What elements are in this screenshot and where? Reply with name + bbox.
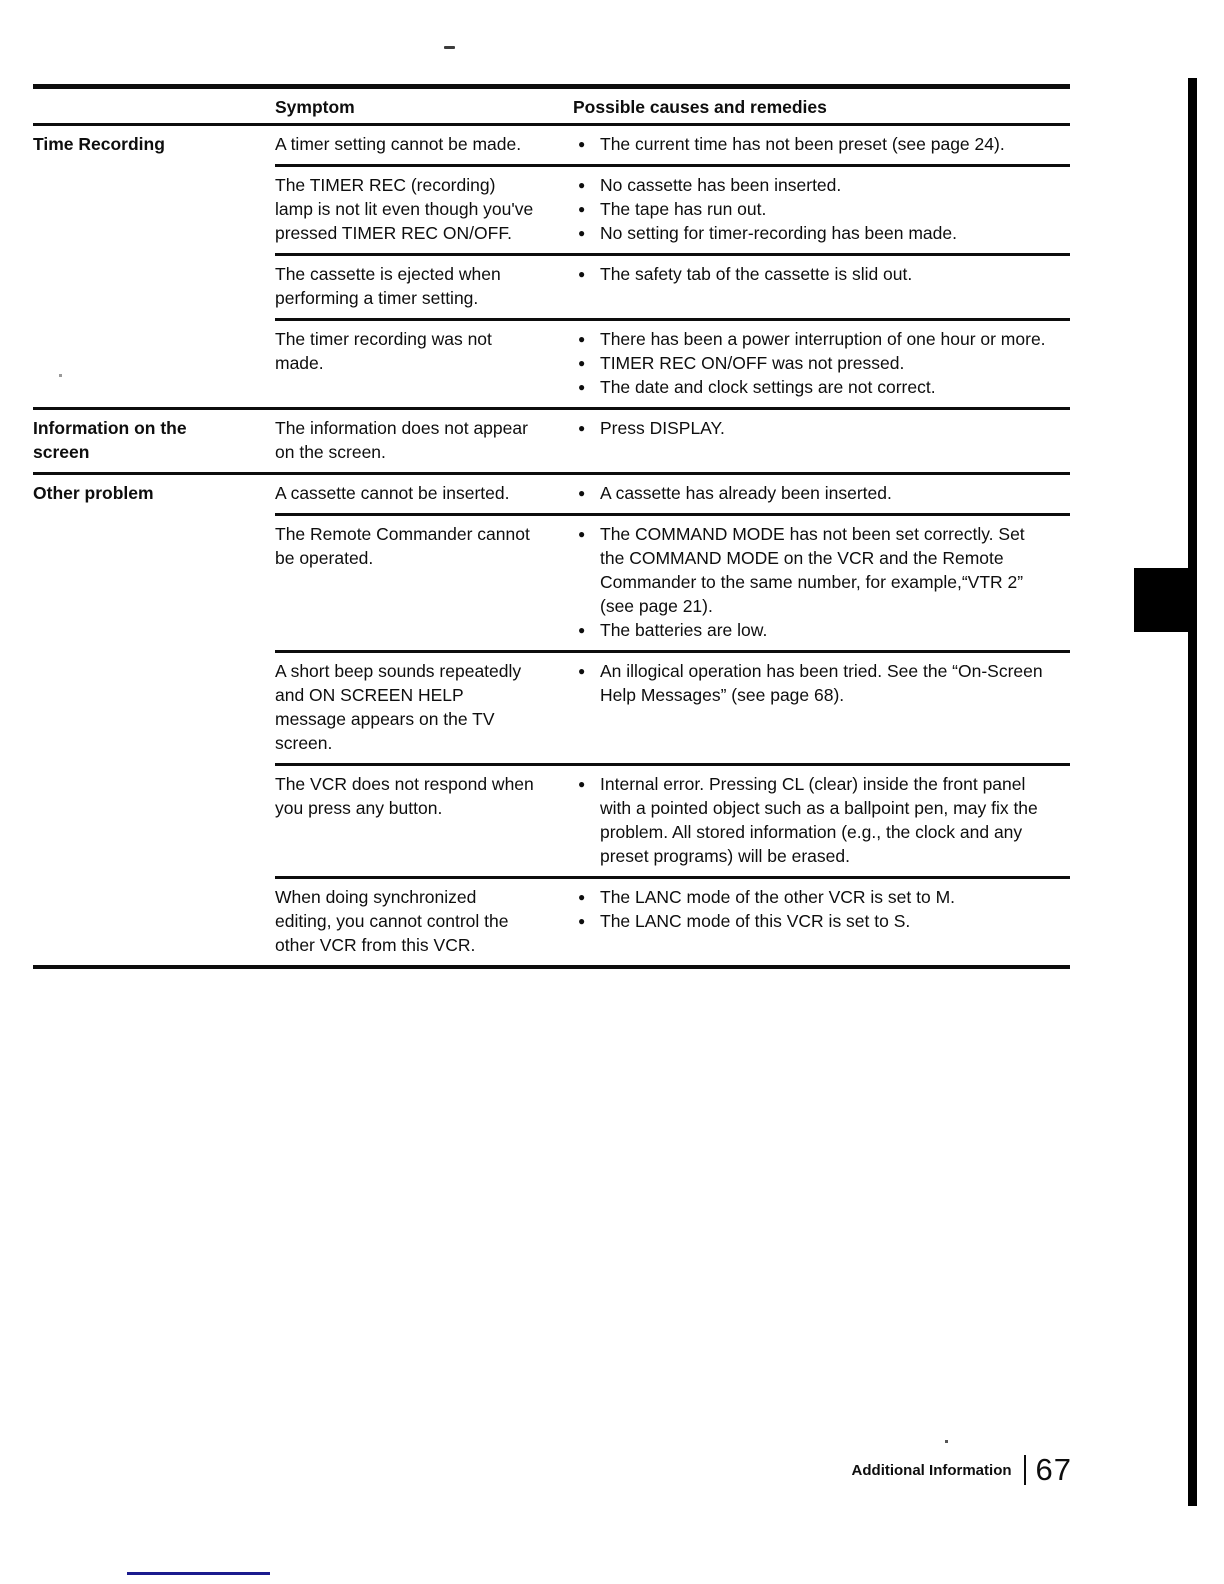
table-bottom-rule [33,965,1070,969]
col-header-symptom: Symptom [275,97,355,117]
symptom-text: The cassette is ejected when performing a timer setting. [275,264,501,308]
cause-item [578,262,1070,286]
table-row [33,126,1070,164]
cause-item [578,416,1070,440]
cause-text: The LANC mode of the other VCR is set to M. [600,887,956,907]
bottom-accent-line [127,1572,270,1575]
cause-item [578,351,1070,375]
bullet-icon: ● [578,890,586,904]
cause-text: The current time has not been preset (see page 24). [600,134,1005,154]
cause-text: A cassette has already been inserted. [600,483,892,503]
symptom-cell [275,321,573,407]
symptom-text: The VCR does not respond when you press any button. [275,774,534,818]
category-cell [33,879,275,965]
table-row [33,321,1070,407]
causes-cell [573,410,1070,472]
table-row [33,256,1070,318]
symptom-text: A cassette cannot be inserted. [275,483,510,503]
table-header-row [33,84,1070,126]
symptom-cell [275,879,573,965]
symptom-text: The TIMER REC (recording) lamp is not lit even though you've pressed TIMER REC ON/OFF. [275,175,534,243]
cause-item [578,481,1070,505]
bullet-icon: ● [578,356,586,370]
cause-text: TIMER REC ON/OFF was not pressed. [600,353,905,373]
category-cell [33,256,275,318]
cause-text: Press DISPLAY. [600,418,725,438]
table-row [33,516,1070,650]
table-row [33,879,1070,965]
bullet-icon: ● [578,777,586,791]
cause-item [578,173,1070,197]
cause-item [578,221,1070,245]
bullet-icon: ● [578,527,586,541]
bullet-icon: ● [578,202,586,216]
bullet-icon: ● [578,380,586,394]
footer-section-label: Additional Information [851,1461,1012,1479]
cause-item [578,659,1070,707]
cause-item [578,522,1070,618]
cause-item [578,909,1070,933]
causes-cell [573,256,1070,318]
bullet-icon: ● [578,178,586,192]
symptom-cell [275,653,573,763]
cause-text: The safety tab of the cassette is slid out. [600,264,913,284]
causes-cell [573,766,1070,876]
cause-item [578,772,1070,868]
symptom-cell [275,256,573,318]
symptom-cell [275,766,573,876]
cause-item [578,885,1070,909]
causes-cell [573,321,1070,407]
col-header-category [33,89,275,123]
table-row [33,410,1070,472]
section-tab-marker [1134,568,1190,632]
bullet-icon: ● [578,664,586,678]
cause-item [578,327,1070,351]
symptom-text: A short beep sounds repeatedly and ON SCREEN HELP message appears on the TV screen. [275,661,522,753]
cause-text: The tape has run out. [600,199,767,219]
causes-cell [573,167,1070,253]
causes-cell [573,516,1070,650]
symptom-cell [275,516,573,650]
causes-cell [573,126,1070,164]
category-label: Time Recording [33,134,165,154]
troubleshooting-table [33,84,1070,969]
cause-text: The batteries are low. [600,620,768,640]
bullet-icon: ● [578,267,586,281]
scan-artifact-dash [444,46,455,49]
table-row [33,653,1070,763]
cause-text: An illogical operation has been tried. See the “On-Screen Help Messages” (see page 68). [600,661,1043,705]
page-footer [852,1452,1072,1488]
footer-page-number: 67 [1035,1452,1072,1487]
category-cell [33,321,275,407]
cause-text: The LANC mode of this VCR is set to S. [600,911,911,931]
category-cell [33,126,275,164]
cause-text: No setting for timer-recording has been made. [600,223,957,243]
symptom-text: When doing synchronized editing, you cannot control the other VCR from this VCR. [275,887,509,955]
bullet-icon: ● [578,332,586,346]
symptom-text: A timer setting cannot be made. [275,134,522,154]
category-label: Information on the screen [33,418,187,462]
symptom-text: The Remote Commander cannot be operated. [275,524,530,568]
table-row [33,167,1070,253]
col-header-causes: Possible causes and remedies [573,97,827,117]
cause-item [578,132,1070,156]
category-cell [33,167,275,253]
table-row [33,475,1070,513]
table-body [33,126,1070,965]
causes-cell [573,475,1070,513]
symptom-cell [275,167,573,253]
symptom-cell [275,410,573,472]
cause-text: Internal error. Pressing CL (clear) inside the front panel with a pointed object such as a ballpoint pen, may fix the problem. All stored information (e.g., the clock and any preset programs) will be erased. [600,774,1038,866]
category-cell [33,516,275,650]
cause-text: No cassette has been inserted. [600,175,842,195]
cause-item [578,375,1070,399]
category-label: Other problem [33,483,154,503]
bullet-icon: ● [578,486,586,500]
bullet-icon: ● [578,421,586,435]
causes-cell [573,879,1070,965]
symptom-cell [275,126,573,164]
bullet-icon: ● [578,137,586,151]
causes-cell [573,653,1070,763]
category-cell [33,410,275,472]
cause-text: The date and clock settings are not correct. [600,377,936,397]
bullet-icon: ● [578,623,586,637]
symptom-text: The timer recording was not made. [275,329,492,373]
bullet-icon: ● [578,914,586,928]
footer-divider [1024,1455,1026,1485]
category-cell [33,475,275,513]
cause-item [578,197,1070,221]
category-cell [33,766,275,876]
cause-item [578,618,1070,642]
right-edge-bar [1188,78,1197,1506]
table-row [33,766,1070,876]
symptom-cell [275,475,573,513]
cause-text: The COMMAND MODE has not been set correctly. Set the COMMAND MODE on the VCR and the Remote Commander to the same number, for example,“VTR 2” (see page 21). [600,524,1025,616]
symptom-text: The information does not appear on the screen. [275,418,528,462]
cause-text: There has been a power interruption of one hour or more. [600,329,1046,349]
bullet-icon: ● [578,226,586,240]
scan-artifact-dot [945,1440,948,1443]
category-cell [33,653,275,763]
